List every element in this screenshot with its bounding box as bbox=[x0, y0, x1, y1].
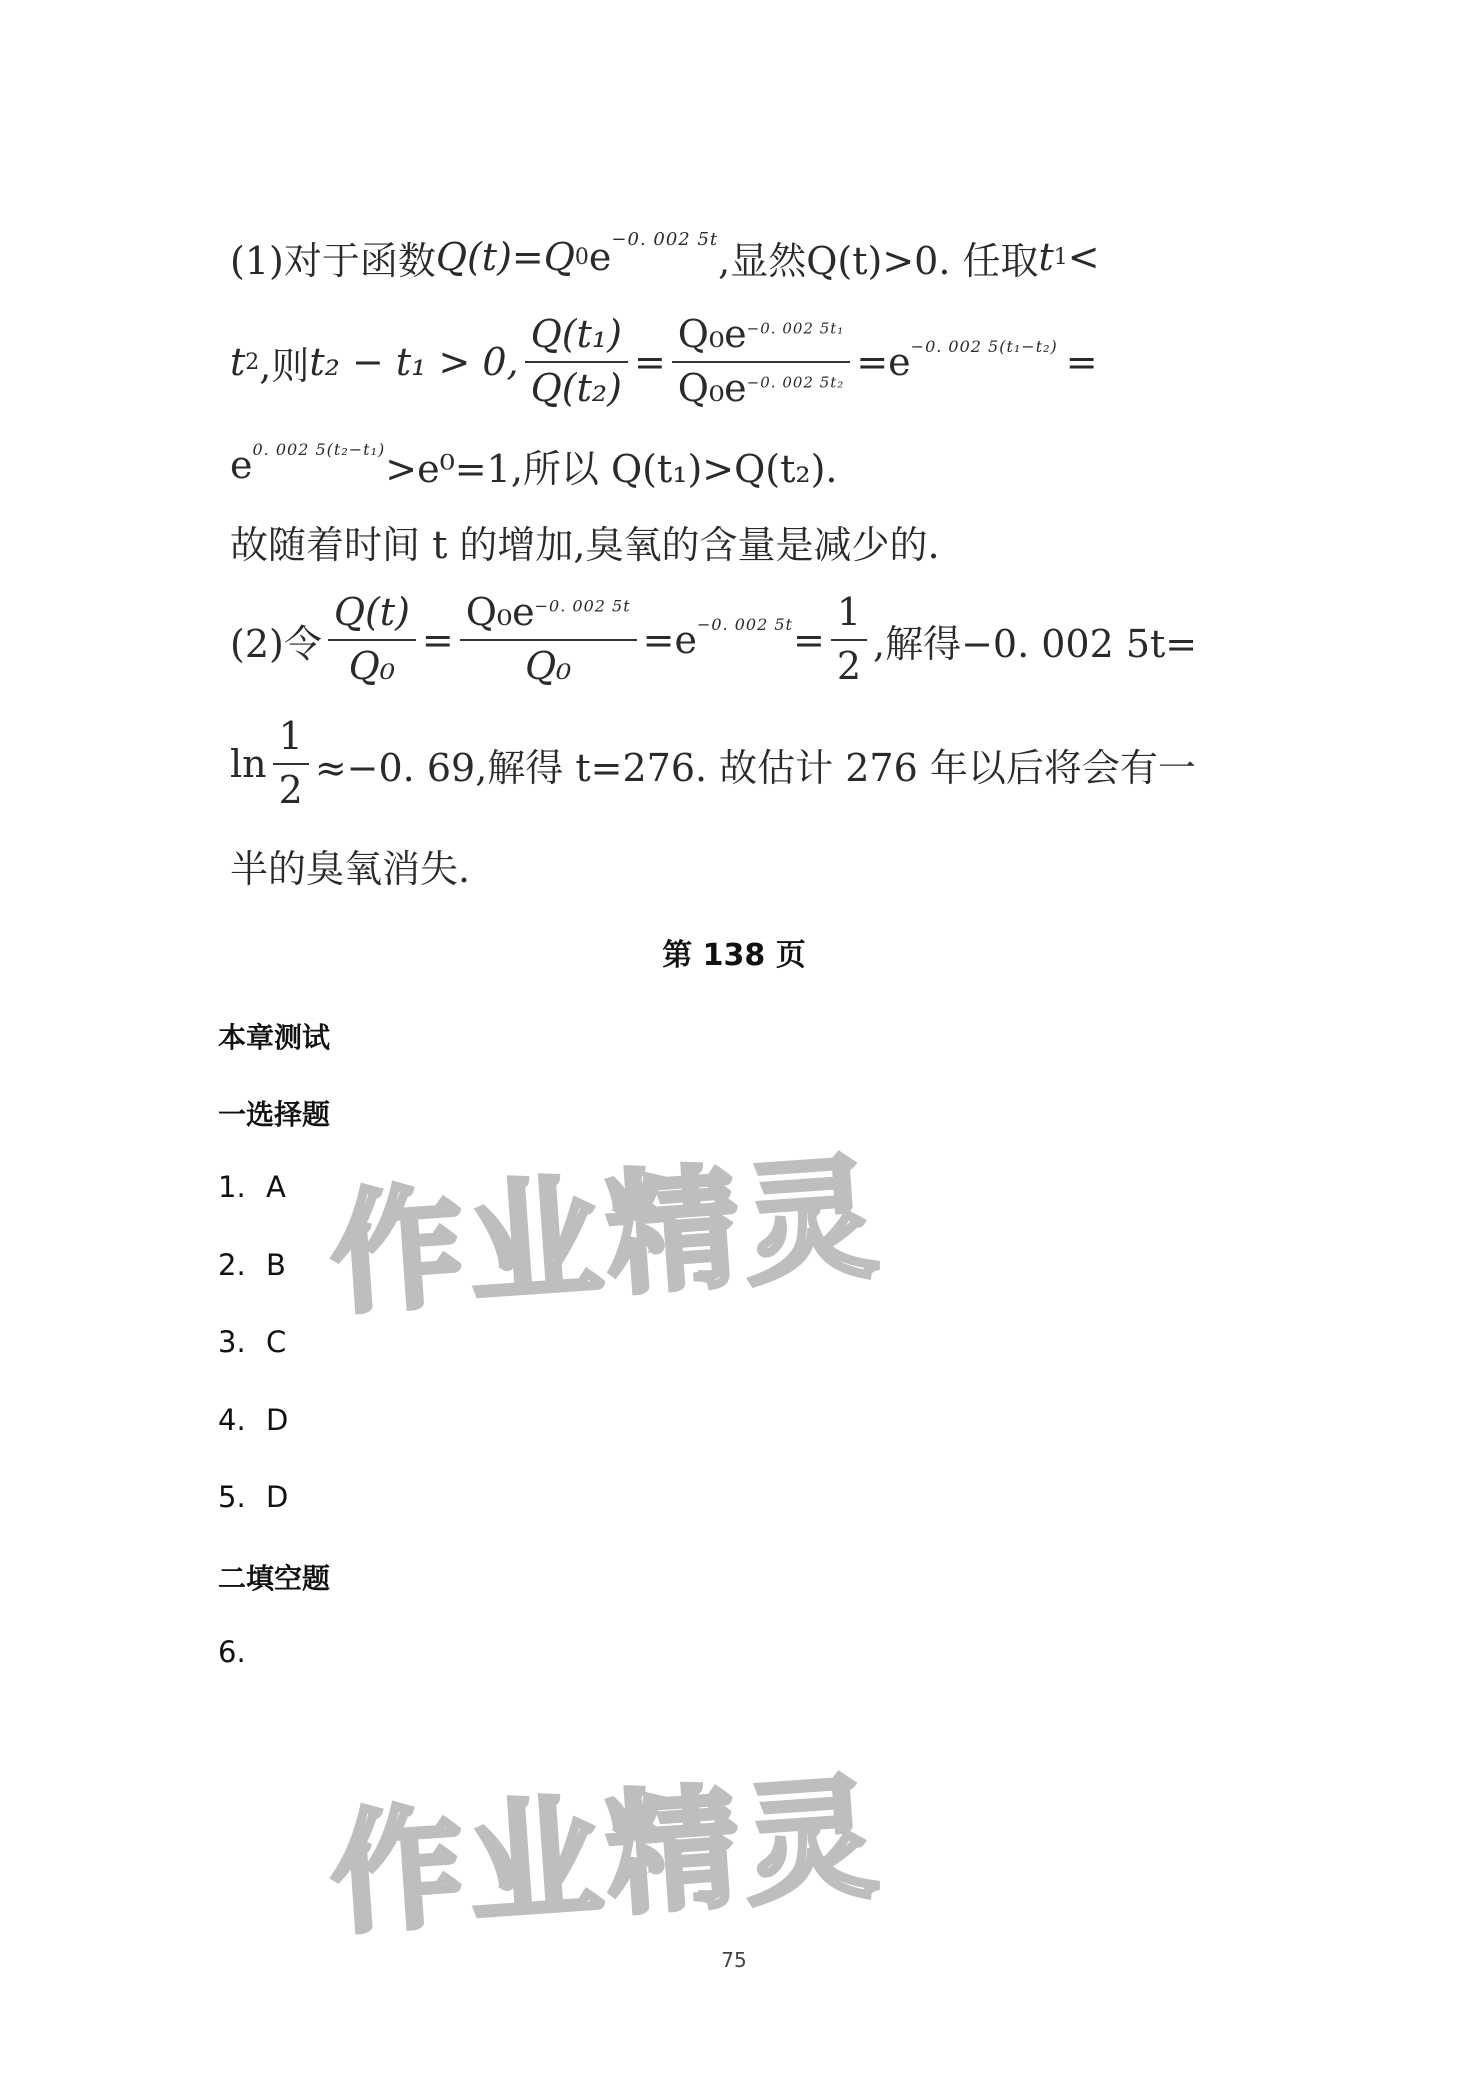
fraction-exp-ratio bbox=[672, 313, 851, 410]
fraction-numerator: 1 bbox=[831, 591, 867, 641]
exp-base: e bbox=[588, 235, 612, 279]
numerator-exponent: −0. 002 5t₁ bbox=[746, 319, 845, 338]
text-then: ,则 bbox=[259, 343, 310, 388]
fraction-denominator: 2 bbox=[278, 768, 303, 812]
equals-sign: = bbox=[856, 340, 889, 384]
fill-number: 6. bbox=[218, 1635, 246, 1669]
solution-part-1-label: (1)对于函数 bbox=[230, 238, 436, 283]
section-multiple-choice: 一选择题 bbox=[218, 1098, 331, 1131]
watermark: 作业精灵 bbox=[326, 1140, 888, 1334]
exp-base: e bbox=[230, 443, 253, 487]
math-line-4 bbox=[230, 496, 1250, 586]
inequality-conclusion: >e⁰=1,所以 Q(t₁)>Q(t₂). bbox=[385, 446, 838, 491]
fraction-numerator bbox=[460, 591, 637, 641]
answer-number: 4. bbox=[218, 1403, 246, 1437]
text-obviously: ,显然 bbox=[718, 238, 807, 283]
fraction-exp-over-q0 bbox=[460, 591, 637, 688]
exp-base: e bbox=[888, 340, 911, 384]
answer-value: D bbox=[266, 1403, 289, 1437]
solve-expression: ,解得−0. 002 5t= bbox=[873, 621, 1198, 666]
section-chapter-test: 本章测试 bbox=[218, 1021, 331, 1054]
answer-value: A bbox=[266, 1170, 286, 1204]
answer-number: 3. bbox=[218, 1325, 246, 1359]
fraction-one-half bbox=[273, 715, 309, 812]
q-zero: Q bbox=[543, 235, 575, 279]
t1-var: t bbox=[1038, 235, 1054, 279]
numerator-base: Q₀e bbox=[465, 590, 535, 635]
equals-sign: = bbox=[511, 235, 544, 279]
t1-subscript: 1 bbox=[1053, 244, 1068, 270]
fraction-numerator bbox=[672, 313, 851, 363]
fraction-denominator: Q(t₂) bbox=[530, 366, 622, 410]
function-q-t: Q(t) bbox=[435, 235, 512, 279]
equals-sign: = bbox=[792, 618, 825, 662]
fill-item bbox=[218, 1635, 266, 1669]
fraction-denominator: Q₀ bbox=[524, 644, 572, 688]
t2-var: t bbox=[230, 340, 246, 384]
exponent: −0. 002 5t bbox=[611, 228, 719, 250]
less-than-sign: < bbox=[1067, 235, 1100, 279]
fraction-q-over-q0 bbox=[328, 591, 416, 688]
t2-subscript: 2 bbox=[245, 349, 260, 375]
answer-item bbox=[218, 1480, 288, 1514]
fraction-numerator: Q(t₁) bbox=[525, 313, 628, 363]
ln-operator: ln bbox=[230, 742, 267, 786]
answer-value: C bbox=[266, 1325, 287, 1359]
fraction-q-ratio bbox=[525, 313, 628, 410]
equals-sign: = bbox=[1065, 340, 1098, 384]
fraction-denominator: Q₀ bbox=[348, 644, 396, 688]
equals-sign: = bbox=[642, 618, 675, 662]
fraction-denominator: 2 bbox=[836, 644, 861, 688]
answer-number: 1. bbox=[218, 1170, 246, 1204]
footer-page-number: 75 bbox=[721, 1948, 747, 1972]
math-line-7 bbox=[230, 820, 1250, 910]
answer-value: D bbox=[266, 1480, 289, 1514]
final-conclusion: 半的臭氧消失. bbox=[230, 846, 471, 891]
exponent: −0. 002 5(t₁−t₂) bbox=[910, 336, 1058, 356]
numerator-exponent: −0. 002 5t bbox=[534, 596, 631, 616]
numerator-base: Q₀e bbox=[677, 312, 747, 357]
exp-base: e bbox=[674, 618, 697, 662]
answer-number: 2. bbox=[218, 1248, 246, 1282]
answer-item bbox=[218, 1170, 286, 1204]
answer-item bbox=[218, 1248, 286, 1282]
fraction-one-half bbox=[831, 591, 867, 688]
math-line-1 bbox=[230, 212, 1250, 302]
difference-expression: t₂ − t₁ > 0, bbox=[309, 340, 519, 384]
answer-item bbox=[218, 1403, 288, 1437]
exponent: 0. 002 5(t₂−t₁) bbox=[252, 439, 386, 459]
fraction-numerator: 1 bbox=[273, 715, 309, 765]
answer-number: 5. bbox=[218, 1480, 246, 1514]
solution-part-2-label: (2)令 bbox=[230, 621, 322, 666]
text-q-positive: Q(t)>0. 任取 bbox=[806, 238, 1039, 283]
conclusion-decreasing: 故随着时间 t 的增加,臭氧的含量是减少的. bbox=[230, 522, 940, 567]
denominator-base: Q₀e bbox=[677, 366, 747, 410]
estimate-conclusion: ≈−0. 69,解得 t=276. 故估计 276 年以后将会有一 bbox=[314, 745, 1196, 790]
fraction-denominator bbox=[672, 363, 851, 411]
math-line-5 bbox=[230, 590, 1250, 690]
equals-sign: = bbox=[421, 618, 454, 662]
denominator-exponent: −0. 002 5t₂ bbox=[746, 373, 845, 392]
answer-item bbox=[218, 1325, 286, 1359]
q-zero-subscript: 0 bbox=[574, 244, 589, 270]
fraction-numerator: Q(t) bbox=[328, 591, 416, 641]
page-heading: 第 138 页 bbox=[662, 938, 806, 973]
exponent: −0. 002 5t bbox=[696, 614, 793, 634]
answer-value: B bbox=[266, 1248, 286, 1282]
equals-sign: = bbox=[633, 340, 666, 384]
section-fill-blank: 二填空题 bbox=[218, 1562, 331, 1595]
math-line-2 bbox=[230, 312, 1250, 412]
math-line-6 bbox=[230, 714, 1250, 814]
watermark: 作业精灵 bbox=[326, 1760, 888, 1954]
